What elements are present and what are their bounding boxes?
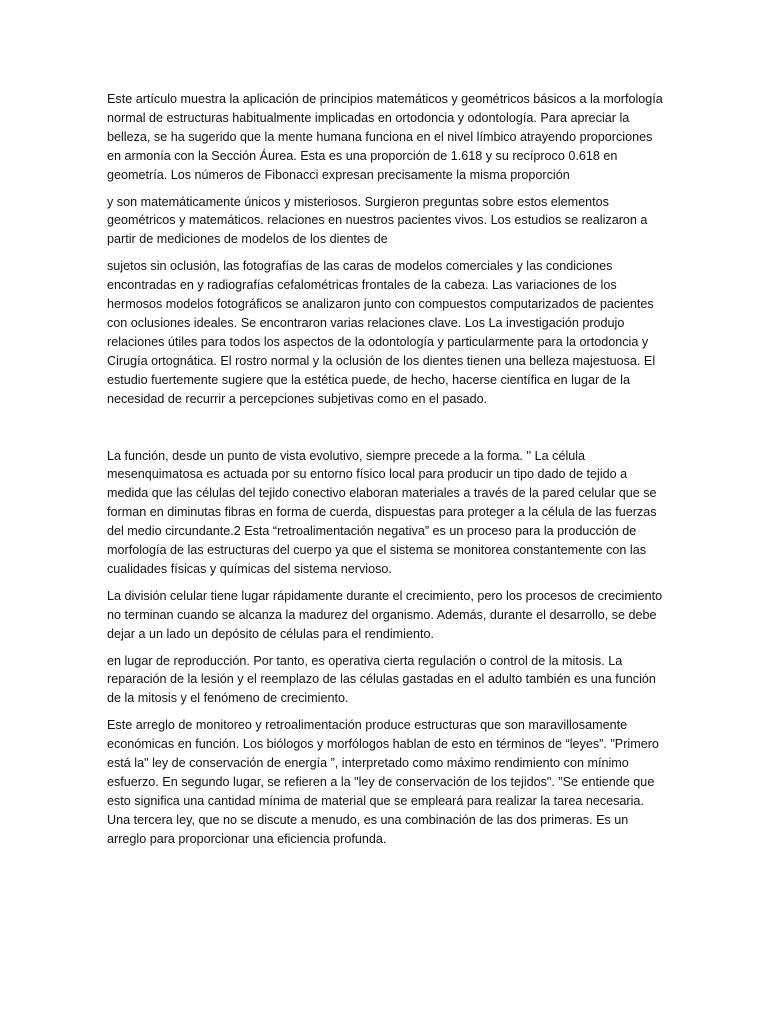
paragraph-mitosis-regulation: en lugar de reproducción. Por tanto, es operativa cierta regulación o control de la mitosis. La reparación de la lesión y el reemplazo de las células gastadas en el adulto también es una función de la mitosis y el fenómeno de crecimiento. <box>107 653 656 706</box>
paragraph-cell-division: La división celular tiene lugar rápidamente durante el crecimiento, pero los procesos de crecimiento no terminan cuando se alcanza la madurez del organismo. Además, durante el desarrollo, se debe dejar a un lado un depósito de células para el rendimiento. <box>107 588 663 641</box>
paragraph-geometric-questions: y son matemáticamente únicos y misteriosos. Surgieron preguntas sobre estos elementos geométricos y matemáticos. relaciones en nuestros pacientes vivos. Los estudios se realizaron a partir de mediciones de modelos de los dientes de <box>107 194 648 247</box>
paragraph-golden-ratio-intro: Este artículo muestra la aplicación de principios matemáticos y geométricos básicos a la morfología normal de estructuras habitualmente implicadas en ortodoncia y odontología. Para apreciar la belleza, se ha sugerido que la mente humana funciona en el nivel límbico atrayendo proporciones en armonía con la Sección Áurea. Esta es una proporción de 1.618 y su recíproco 0.618 en geometría. Los números de Fibonacci expresan precisamente la misma proporción <box>107 92 663 182</box>
paragraph-function-precedes-form: La función, desde un punto de vista evolutivo, siempre precede a la forma. '' La célula mesenquimatosa es actuada por su entorno físico local para producir un tipo dado de tejido a medida que las células del tejido conectivo elaboran materiales a través de la pared celular que se forman en diminutas fibras en forma de cuerda, dispuestas para proteger a la célula de las fuerzas del medio circundante.2 Esta “retroalimentación negativa” es un proceso para la producción de morfología de las estructuras del cuerpo ya que el sistema se monitorea constantemente con las cualidades físicas y químicas del sistema nervioso. <box>107 448 657 576</box>
paragraph-conservation-laws: Este arreglo de monitoreo y retroalimentación produce estructuras que son maravillosamente económicas en función. Los biólogos y morfólogos hablan de esto en términos de “leyes”. "Primero está la" ley de conservación de energía ”, interpretado como máximo rendimiento con mínimo esfuerzo. En segundo lugar, se refieren a la "ley de conservación de los tejidos". ”Se entiende que esto significa una cantidad mínima de material que se empleará para realizar la tarea necesaria. Una tercera ley, que no se discute a menudo, es una combinación de las dos primeras. Es un arreglo para proporcionar una eficiencia profunda. <box>107 718 659 846</box>
paragraph-study-results: sujetos sin oclusión, las fotografías de las caras de modelos comerciales y las condiciones encontradas en y radiografías cefalométricas frontales de la cabeza. Las variaciones de los hermosos modelos fotográficos se analizaron junto con compuestos computarizados de pacientes con oclusiones ideales. Se encontraron varias relaciones clave. Los La investigación produjo relaciones útiles para todos los aspectos de la odontología y particularmente para la ortodoncia y Cirugía ortognática. El rostro normal y la oclusión de los dientes tienen una belleza majestuosa. El estudio fuertemente sugiere que la estética puede, de hecho, hacerse científica en lugar de la necesidad de recurrir a percepciones subjetivas como en el pasado. <box>107 259 656 406</box>
document-page <box>107 90 663 849</box>
